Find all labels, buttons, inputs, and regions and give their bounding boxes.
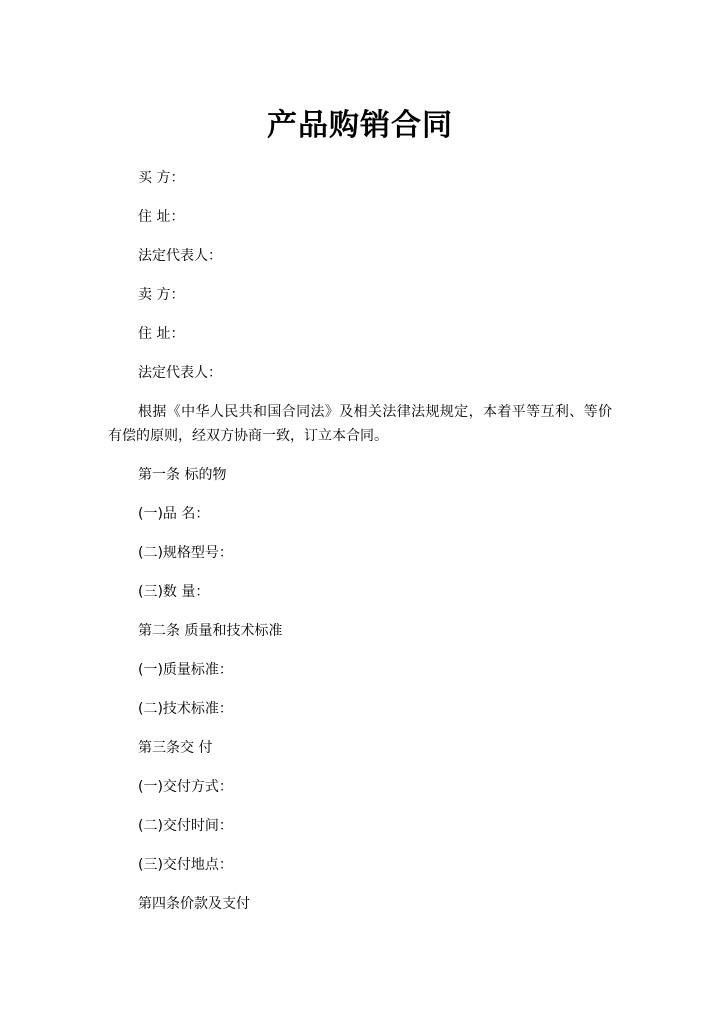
article3-item-method: (一)交付方式：: [138, 779, 233, 795]
buyer-line: 买 方：: [138, 170, 185, 186]
article3-heading: 第三条交 付: [138, 740, 213, 756]
article1-item-quantity: (三)数 量：: [138, 584, 210, 600]
document-title: 产品购销合同: [267, 108, 453, 143]
article2-heading: 第二条 质量和技术标准: [138, 623, 283, 639]
seller-address-line: 住 址：: [138, 326, 185, 342]
article1-item-name: (一)品 名：: [138, 506, 210, 522]
article3-item-time: (二)交付时间：: [138, 818, 233, 834]
buyer-representative-line: 法定代表人：: [138, 248, 222, 264]
article4-heading: 第四条价款及支付: [138, 896, 250, 912]
article1-item-model: (二)规格型号：: [138, 545, 233, 561]
seller-representative-line: 法定代表人：: [138, 365, 222, 381]
article3-item-place: (三)交付地点：: [138, 857, 233, 873]
seller-line: 卖 方：: [138, 287, 185, 303]
article2-item-quality: (一)质量标准：: [138, 662, 233, 678]
document-body: [108, 166, 612, 931]
preamble-paragraph: 根据《中华人民共和国合同法》及相关法律法规规定，本着平等互利、等价有偿的原则，经双方协商一致，订立本合同。: [108, 404, 612, 444]
article1-heading: 第一条 标的物: [138, 467, 227, 483]
buyer-address-line: 住 址：: [138, 209, 185, 225]
article2-item-technical: (二)技术标准：: [138, 701, 233, 717]
